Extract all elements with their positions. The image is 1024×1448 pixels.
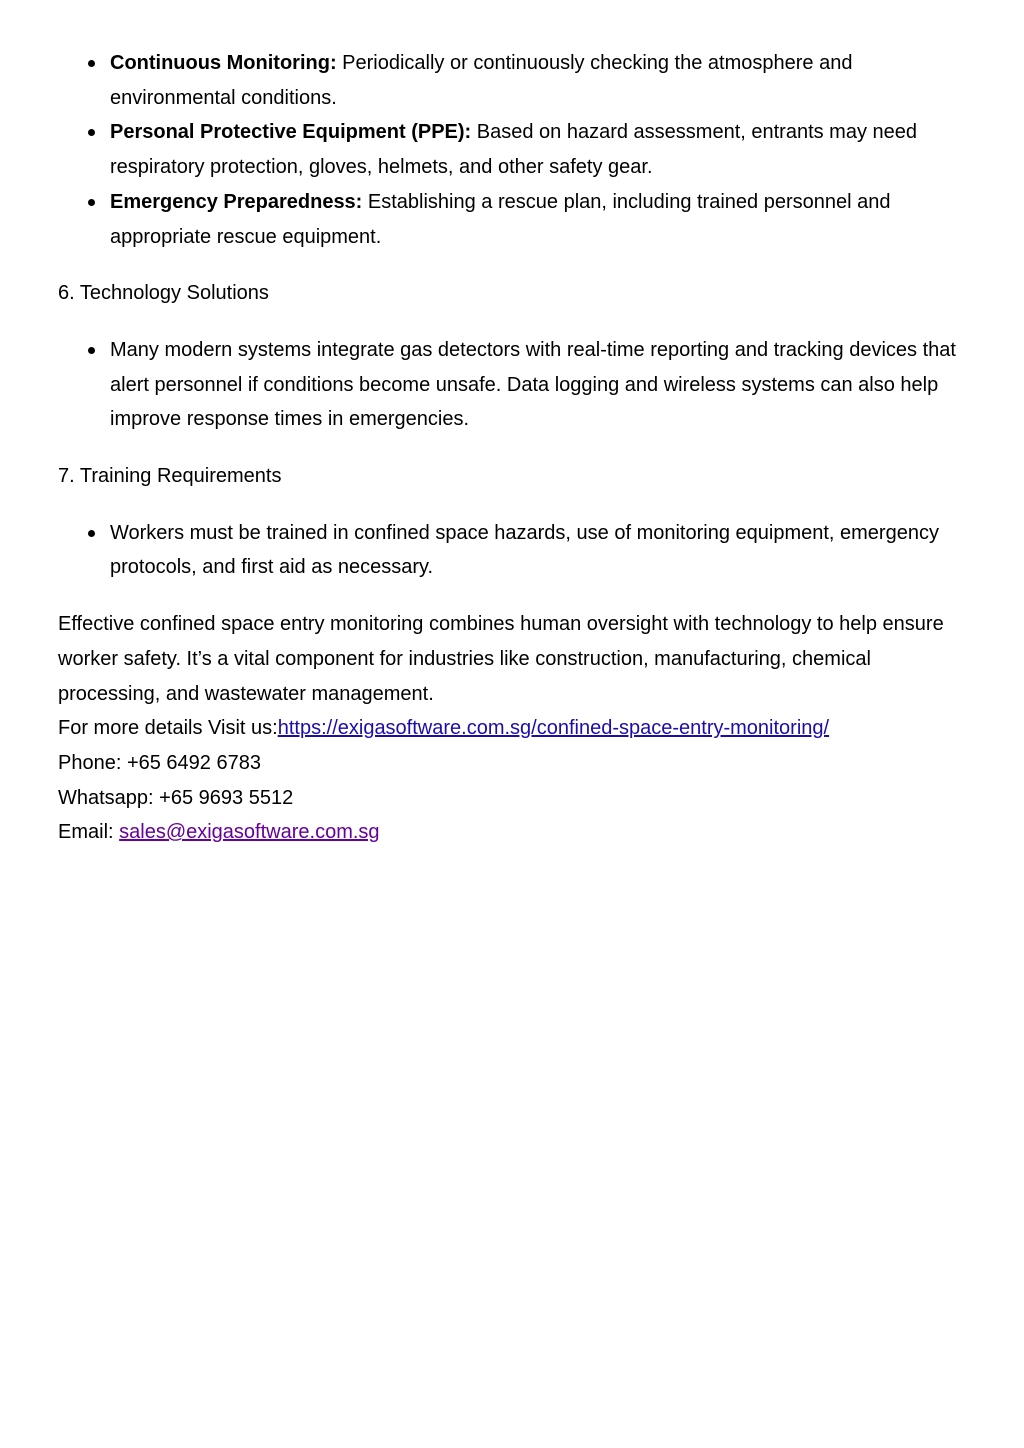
closing-paragraph: Effective confined space entry monitoring combines human oversight with technology to help ensure worker safety. It’s a vital component for industries like construction, manufacturing, chemical processing, and wastewater management. [58,613,944,705]
section-heading-technology: 6. Technology Solutions [58,282,269,305]
phone-line: Phone: +65 6492 6783 [58,751,261,774]
list-item-term: Emergency Preparedness: [110,190,363,213]
list-item [110,115,964,184]
list-item-term: Continuous Monitoring: [110,52,337,74]
list-item-text: Periodically or continuously checking the atmosphere and environmental conditions. [110,52,853,109]
list-item-term: Personal Protective Equipment (PPE): [110,121,472,144]
list-item [110,185,964,254]
list-item: Workers must be trained in confined space hazards, use of monitoring equipment, emergency protocols, and first aid as necessary. [110,516,964,585]
whatsapp-line: Whatsapp: +65 9693 5512 [58,786,294,809]
technology-list [58,333,964,437]
safety-measures-list [58,46,964,254]
email-line [58,815,964,850]
list-item-text: Based on hazard assessment, entrants may need respiratory protection, gloves, helmets, and other safety gear. [110,121,918,179]
visit-line [58,711,964,746]
list-item [110,46,964,115]
visit-label: For more details Visit us: [58,717,278,740]
section-heading-training: 7. Training Requirements [58,465,282,488]
training-list [58,516,964,585]
list-item-text: Establishing a rescue plan, including trained personnel and appropriate rescue equipment. [110,190,891,248]
email-link[interactable]: sales@exigasoftware.com.sg [119,821,380,844]
website-link[interactable]: https://exigasoftware.com.sg/confined-space-entry-monitoring/ [277,717,830,740]
email-label: Email: [58,821,120,844]
list-item: Many modern systems integrate gas detectors with real-time reporting and tracking devices that alert personnel if conditions become unsafe. Data logging and wireless systems can also help improve response times in emergencies. [110,333,964,437]
document-page [58,46,964,850]
